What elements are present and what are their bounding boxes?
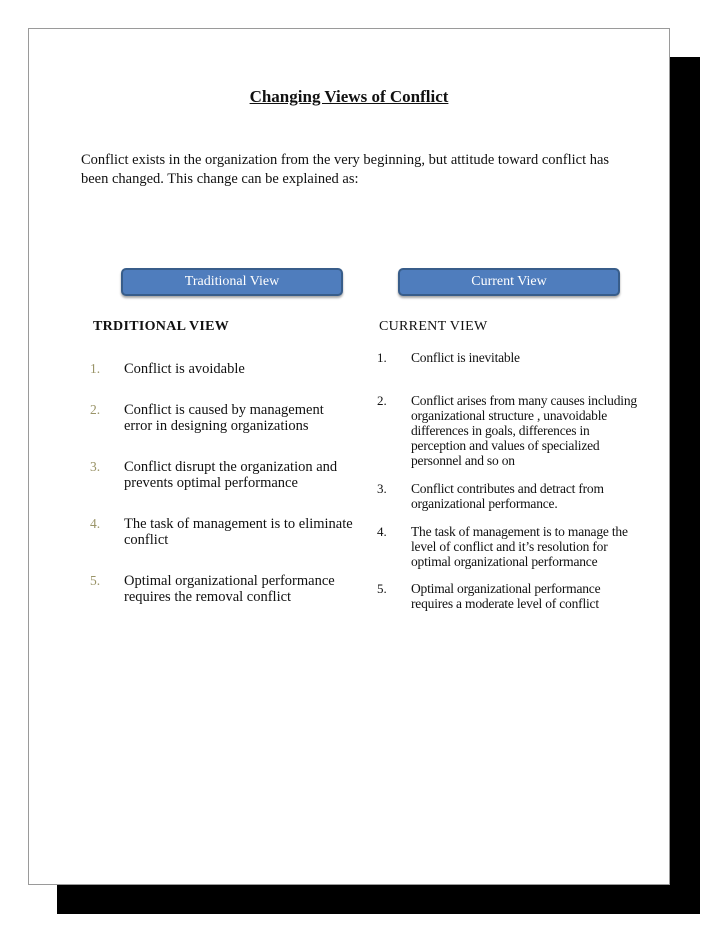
item-number: 5. <box>90 573 101 588</box>
intro-paragraph: Conflict exists in the organization from the very beginning, but attitude toward conflict has been changed. This change can be explained as: <box>81 152 610 187</box>
traditional-heading: TRDITIONAL VIEW <box>93 319 230 334</box>
item-text: Conflict arises from many causes including organizational structure , unavoidable differences in goals, differences in perception and values of specialized personnel and so on <box>411 393 637 468</box>
page-title: Changing Views of Conflict <box>249 87 449 106</box>
item-text: Optimal organizational performance requires a moderate level of conflict <box>411 581 601 611</box>
item-number: 3. <box>377 481 387 496</box>
item-text: Conflict contributes and detract from organizational performance. <box>411 481 604 511</box>
item-text: Conflict is caused by management error in designing organizations <box>124 402 324 434</box>
item-number: 3. <box>90 459 101 474</box>
item-number: 1. <box>90 361 101 376</box>
item-number: 4. <box>90 516 101 531</box>
item-number: 5. <box>377 581 387 596</box>
item-number: 4. <box>377 524 387 539</box>
item-number: 2. <box>377 393 387 408</box>
item-number: 2. <box>90 402 101 417</box>
item-text: Conflict is inevitable <box>411 350 520 365</box>
item-text: The task of management is to manage the level of conflict and it’s resolution for optimal organizational performance <box>411 524 628 569</box>
item-number: 1. <box>377 350 387 365</box>
current-view-button[interactable]: Current View <box>398 268 620 296</box>
item-text: Conflict is avoidable <box>124 361 245 377</box>
item-text: Conflict disrupt the organization and prevents optimal performance <box>124 459 338 491</box>
item-text: Optimal organizational performance requires the removal conflict <box>124 573 335 605</box>
traditional-view-button[interactable]: Traditional View <box>121 268 343 296</box>
current-heading: CURRENT VIEW <box>379 319 488 334</box>
item-text: The task of management is to eliminate conflict <box>124 516 353 548</box>
document-page <box>28 28 670 885</box>
